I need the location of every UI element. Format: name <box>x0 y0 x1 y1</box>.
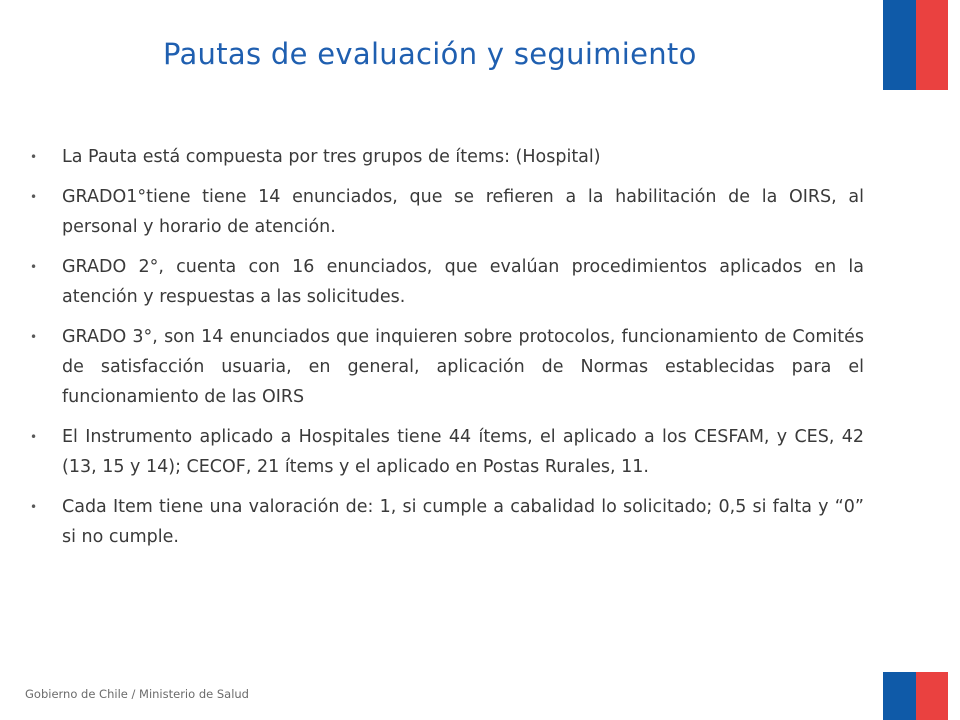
bullet-dot-icon: • <box>30 190 38 204</box>
bullet-text: GRADO 2°, cuenta con 16 enunciados, que evalúan procedimientos aplicados en la atención y respuestas a las solicitudes. <box>62 257 864 307</box>
list-item <box>30 182 864 242</box>
bullet-dot-icon: • <box>30 150 38 164</box>
list-item <box>30 142 864 172</box>
list-item <box>30 252 864 312</box>
bullet-text: GRADO 3°, son 14 enunciados que inquieren sobre protocolos, funcionamiento de Comités de satisfacción usuaria, en general, aplicación de Normas establecidas para el funcionamiento de las OIRS <box>62 327 864 407</box>
bullet-text: La Pauta está compuesta por tres grupos de ítems: (Hospital) <box>62 147 601 167</box>
red-stripe <box>916 672 949 720</box>
blue-stripe <box>883 672 916 720</box>
slide-title: Pautas de evaluación y seguimiento <box>163 37 697 71</box>
bullet-dot-icon: • <box>30 260 38 274</box>
list-item <box>30 422 864 482</box>
footer-text: Gobierno de Chile / Ministerio de Salud <box>25 687 249 701</box>
bullet-text: El Instrumento aplicado a Hospitales tiene 44 ítems, el aplicado a los CESFAM, y CES, 42 (13, 15 y 14); CECOF, 21 ítems y el aplicado en Postas Rurales, 11. <box>62 427 864 477</box>
bullet-dot-icon: • <box>30 430 38 444</box>
chile-flag-stripes-bottom <box>883 672 948 720</box>
blue-stripe <box>883 0 916 90</box>
bullet-text: GRADO1°tiene tiene 14 enunciados, que se refieren a la habilitación de la OIRS, al personal y horario de atención. <box>62 187 864 237</box>
red-stripe <box>916 0 949 90</box>
list-item <box>30 322 864 412</box>
bullet-text: Cada Item tiene una valoración de: 1, si cumple a cabalidad lo solicitado; 0,5 si falta y “0” si no cumple. <box>62 497 864 547</box>
bullet-dot-icon: • <box>30 500 38 514</box>
list-item <box>30 492 864 552</box>
bullet-list <box>30 142 864 562</box>
bullet-dot-icon: • <box>30 330 38 344</box>
chile-flag-stripes-top <box>883 0 948 90</box>
